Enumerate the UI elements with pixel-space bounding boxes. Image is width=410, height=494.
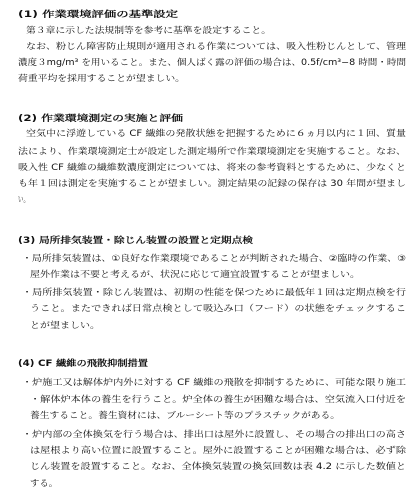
section-1-paragraph-2-line-3: 荷重平均を採用することが望ましい。 [18, 73, 186, 83]
section-2-line-3: 吸入性 CF 繊維の繊維数濃度測定については、将来の参考資料とするために、少なくと [18, 162, 407, 172]
section-4-bullet-2-line-3: じん装置を設置すること。なお、全体換気装置の換気回数は表 4.2 に示した数値と [30, 461, 407, 471]
section-4-bullet-2-line-2: は屋根より高い位置に設置すること。屋外に設置することが困難な場合は、必ず除 [30, 445, 407, 455]
section-3-heading: (3) 局所排気装置・除じん装置の設置と定期点検 [18, 235, 253, 245]
section-3-bullet-2-line-1: ・局所排気装置・除じん装置は、初期の性能を保つために最低年１回は定期点検を行 [22, 287, 407, 297]
section-3-bullet-2-line-2: うこと。またできれば日常点検として吸込み口（フード）の状態をチェックするこ [30, 303, 407, 313]
section-2-line-5: い。 [18, 194, 29, 204]
section-2-line-1: 空気中に浮遊している CF 繊維の発散状態を把握するために６ヵ月以内に１回、質量 [26, 128, 407, 138]
section-4-bullet-1-line-2: ・解体炉本体の養生を行うこと。炉全体の養生が困難な場合は、空気流入口付近を [30, 394, 407, 404]
section-1-paragraph-2-line-2: 濃度３mg/m³ を用いること。また、個人ばく露の評価の場合は、0.5f/cm³−8 時間・時間 [18, 57, 407, 67]
section-3-bullet-2-line-3: とが望ましい。 [30, 320, 100, 330]
section-4-bullet-2-line-4: する。 [30, 478, 58, 488]
section-4-bullet-1-line-3: 養生すること。養生資材には、ブルーシート等のプラスチックがある。 [30, 410, 341, 420]
section-3-bullet-1-line-2: 屋外作業は不要と考えるが、状況に応じて適宜設置することが望ましい。 [30, 269, 360, 279]
section-4-heading: (4) CF 繊維の飛散抑制措置 [18, 358, 148, 368]
section-4-bullet-1-line-1: ・炉施工又は解体炉内外に対する CF 繊維の飛散を抑制するために、可能な限り施工 [22, 377, 406, 387]
section-4-bullet-2-line-1: ・炉内部の全体換気を行う場合は、排出口は屋外に設置し、その場合の排出口の高さ [22, 429, 407, 439]
section-2-heading: (2) 作業環境測定の実施と評価 [18, 113, 184, 123]
section-1-paragraph-2-line-1: なお、粉じん障害防止規則が適用される作業については、吸入性粉じんとして、管理 [26, 41, 407, 51]
section-2-line-2: 法により、作業環境測定士が設定した測定場所で作業環境測定を実施すること。なお、 [18, 146, 406, 156]
section-3-bullet-1-line-1: ・局所排気装置は、①良好な作業環境であることが判断された場合、②臨時の作業、③ [22, 253, 407, 263]
section-1-heading: (1) 作業環境評価の基準設定 [18, 9, 178, 19]
section-1-paragraph-1: 第３章に示した法規制等を参考に基準を設定すること。 [26, 25, 271, 35]
section-2-line-4: も年１回は測定を実施することが望ましい。測定結果の記録の保存は 30 年間が望まし [18, 178, 407, 188]
